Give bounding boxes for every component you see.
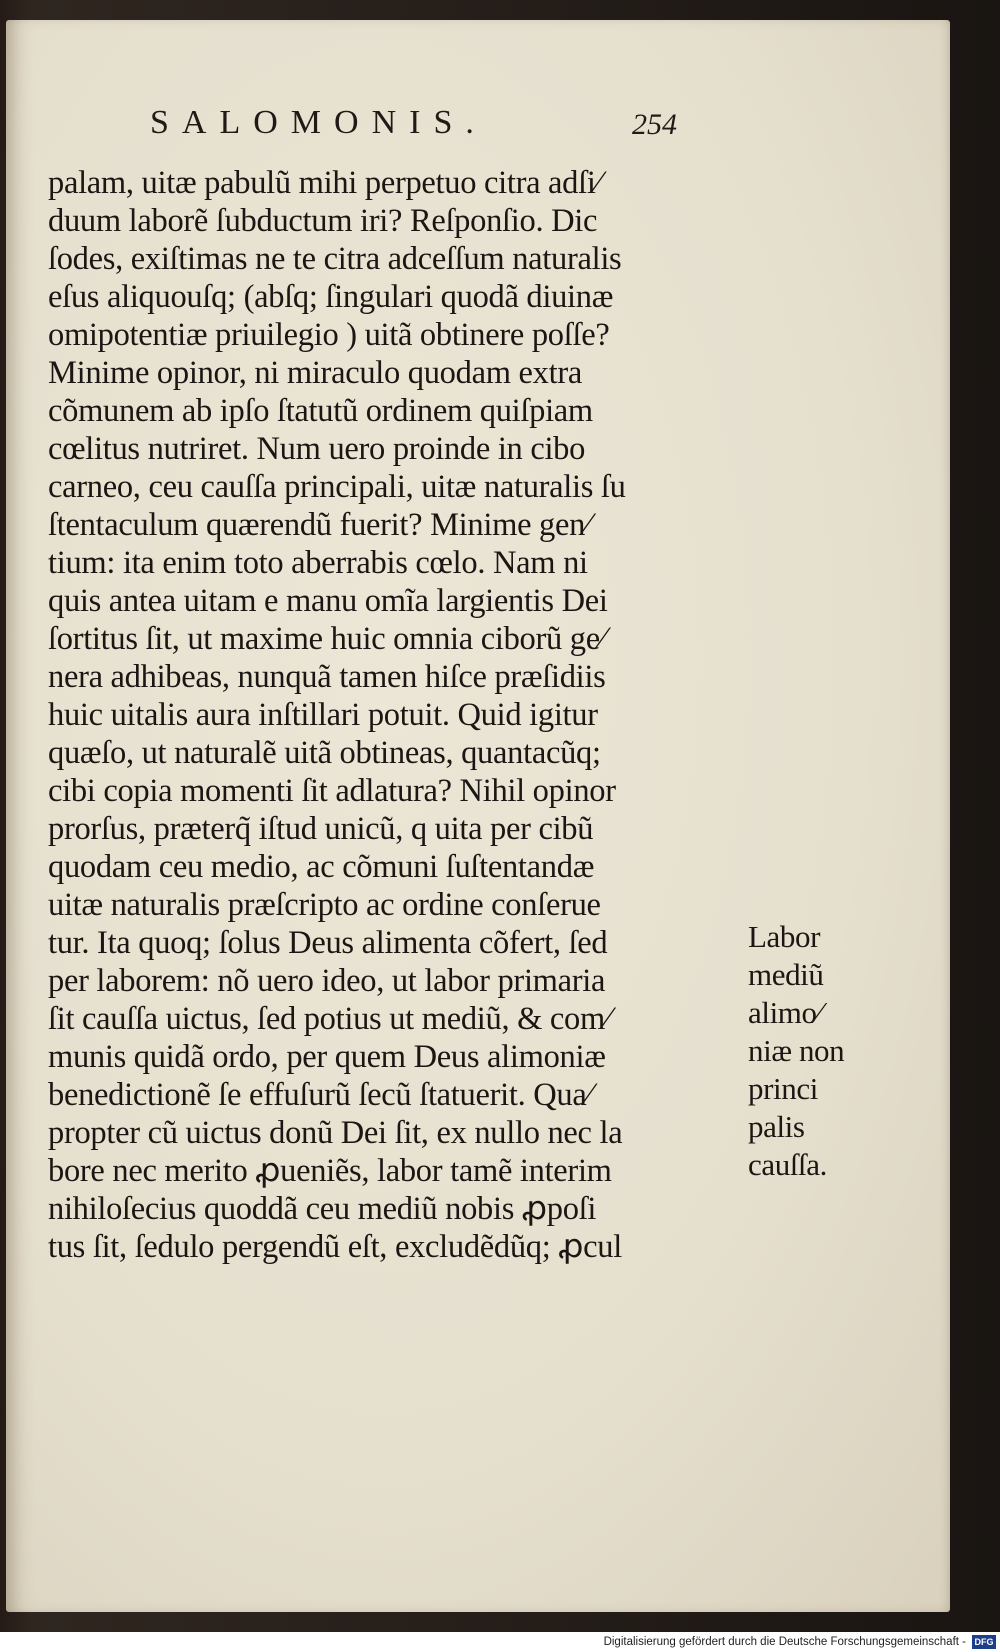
text-line: bore nec merito ꝓueniẽs, labor tamẽ interim xyxy=(48,1153,612,1189)
body-text xyxy=(48,164,748,1266)
text-line: cœlitus nutriret. Num uero proinde in cibo xyxy=(48,431,586,467)
text-line: nihiloſecius quoddã ceu mediũ nobis ꝓpoſi xyxy=(48,1191,597,1227)
text-line: prorſus, præterq̃ iſtud unicũ, q uita per cibũ xyxy=(48,811,594,847)
text-line: benedictionẽ ſe effuſurũ ſecũ ſtatuerit. Qua⁄ xyxy=(48,1077,592,1113)
text-line: quis antea uitam e manu omĩa largientis Dei xyxy=(48,583,608,619)
marginal-note-line: niæ non xyxy=(748,1033,845,1068)
text-line: tus ſit, ſedulo pergendũ eſt, excludẽdũq; ꝓcul xyxy=(48,1229,622,1265)
text-line: nera adhibeas, nunquã tamen hiſce præſidiis xyxy=(48,659,606,695)
text-line: munis quidã ordo, per quem Deus alimoniæ xyxy=(48,1039,606,1075)
marginal-note-line: alimo⁄ xyxy=(748,995,822,1030)
marginal-note-line: palis xyxy=(748,1109,805,1144)
text-line: per laborem: nõ uero ideo, ut labor primaria xyxy=(48,963,606,999)
page-number: 254 xyxy=(632,108,677,141)
text-line: eſus aliquouſq; (abſq; ſingulari quodã diuinæ xyxy=(48,279,614,315)
text-line: duum laborẽ ſubductum iri? Reſponſio. Dic xyxy=(48,203,598,239)
marginal-note-line: Labor xyxy=(748,919,821,954)
marginal-note-line: cauſſa. xyxy=(748,1147,827,1182)
footer-credit: Digitalisierung gefördert durch die Deutsche Forschungsgemeinschaft - xyxy=(603,1636,966,1648)
text-line: tium: ita enim toto aberrabis cœlo. Nam ni xyxy=(48,545,588,581)
text-line: ſtentaculum quærendũ fuerit? Minime gen⁄ xyxy=(48,507,591,543)
marginal-note-line: mediũ xyxy=(748,957,824,992)
text-line: cõmunem ab ipſo ſtatutũ ordinem quiſpiam xyxy=(48,393,593,429)
marginal-note-line: princi xyxy=(748,1071,818,1106)
marginal-note xyxy=(748,918,888,1184)
text-line: huic uitalis aura inſtillari potuit. Quid igitur xyxy=(48,697,598,733)
text-line: cibi copia momenti ſit adlatura? Nihil opinor xyxy=(48,773,616,809)
text-line: ſortitus ſit, ut maxime huic omnia ciborũ ge⁄ xyxy=(48,621,605,657)
text-line: ſit cauſſa uictus, ſed potius ut mediũ, & com⁄ xyxy=(48,1001,611,1037)
text-line: carneo, ceu cauſſa principali, uitæ naturalis ſu xyxy=(48,469,626,505)
text-line: ſodes, exiſtimas ne te citra adceſſum naturalis xyxy=(48,241,622,277)
text-line: uitæ naturalis præſcripto ac ordine conſerue xyxy=(48,887,601,923)
text-line: quodam ceu medio, ac cõmuni ſuſtentandæ xyxy=(48,849,595,885)
dfg-logo-badge: DFG xyxy=(972,1635,996,1649)
text-line: propter cũ uictus donũ Dei ſit, ex nullo nec la xyxy=(48,1115,623,1151)
text-line: omipotentiæ priuilegio ) uitã obtinere poſſe? xyxy=(48,317,610,353)
text-line: Minime opinor, ni miraculo quodam extra xyxy=(48,355,582,391)
text-line: tur. Ita quoq; ſolus Deus alimenta cõfert, ſed xyxy=(48,925,608,961)
text-line: quæſo, ut naturalẽ uitã obtineas, quantacũq; xyxy=(48,735,601,771)
running-head: SALOMONIS. xyxy=(150,104,487,141)
text-line: palam, uitæ pabulũ mihi perpetuo citra adſi⁄ xyxy=(48,165,601,201)
